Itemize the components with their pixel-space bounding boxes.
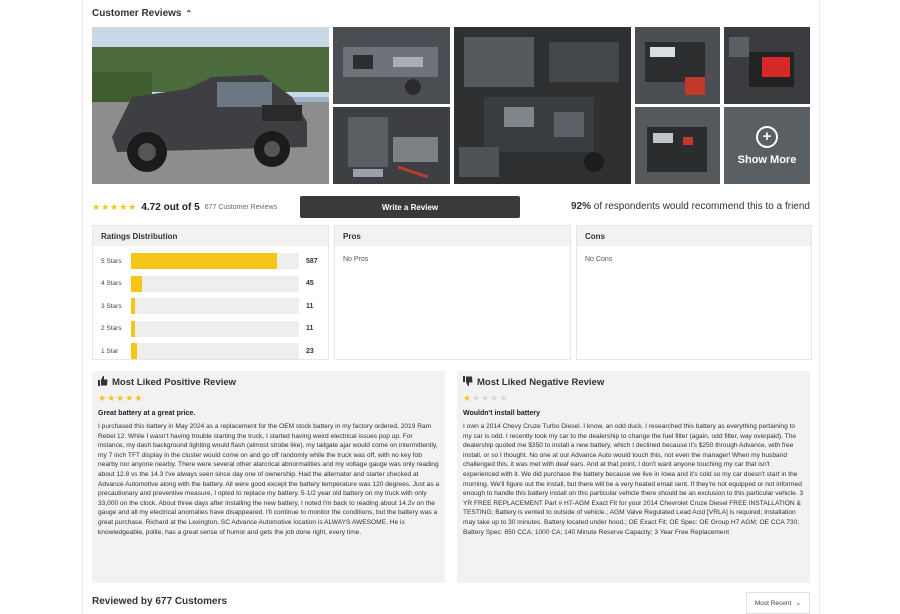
positive-review-body: I purchased this battery in May 2024 as a replacement for the OEM stock battery in my factory ordered, 2019 Ram Rebel 12. While I wasn't having trouble starting the truck, I started having weird electrical issues pop up. For instance, my dash background lighting would flash (almost strobe like), my tailgate ajar would come on intermittently, my 7 inch TFT display in the cluster would come on and go off randomly while the truck was off, with no key fob nearby nor anyone nearby. There were several other alarcrical abnormalities and my voltage gauge was only reading about 12.8 vs the 14.3 I've always seen since day one of ownership. Had the alternator and starter checked at Advance Automotive along with the battery. All were good except the battery temperature was 120 degrees. Just as a precautionary and preventive measure, I opted to replace my battery. 5-1/2 year old battery on my truck with only 33,000 on the clock. About three days after installing the new battery, I noted I'm back to reading about 14.2v on the gauge and all my electrical anomalies have disappeared. I'll continue to monitor the conditions, but the battery was a great purchase. Richard at the Lexington, SC Advance Automotive location is ALWAYS AWESOME. He is knowledgeable, polite, has a great sense of humor and gets the job done right, every time. <box>98 423 440 536</box>
write-review-button[interactable]: Write a Review <box>300 196 520 218</box>
distribution-bar-track <box>131 321 299 337</box>
ratings-distribution-panel <box>92 225 329 360</box>
review-photo-battery-2[interactable] <box>724 27 810 104</box>
review-photo-engine-1[interactable] <box>333 27 450 104</box>
review-photo-engine-2[interactable] <box>333 107 450 184</box>
negative-review-title: Wouldn't install battery <box>463 410 540 417</box>
photo-gallery <box>92 27 810 184</box>
distribution-count: 587 <box>306 257 318 265</box>
show-more-button[interactable] <box>724 107 810 184</box>
distribution-label: 3 Stars <box>101 302 122 310</box>
chevron-up-icon[interactable]: ⌃ <box>185 9 193 18</box>
average-stars: ★★★★★ <box>92 201 138 212</box>
section-header[interactable] <box>92 8 192 19</box>
review-count: 677 Customer Reviews <box>204 203 278 211</box>
review-photo-truck[interactable] <box>92 27 329 184</box>
cons-panel <box>576 225 812 360</box>
distribution-bar-fill <box>131 321 135 337</box>
thumbs-down-icon <box>463 376 473 389</box>
distribution-bar-track <box>131 298 299 314</box>
distribution-count: 45 <box>306 280 314 287</box>
distribution-count: 11 <box>306 302 314 310</box>
distribution-count: 11 <box>306 325 314 332</box>
cons-title: Cons <box>577 226 811 246</box>
cons-empty: No Cons <box>585 256 613 263</box>
distribution-title: Ratings Distribution <box>93 226 328 246</box>
show-more-label: Show More <box>737 153 797 166</box>
sort-label: Most Recent <box>754 599 792 607</box>
distribution-bar-track <box>131 343 299 359</box>
plus-circle-icon: + <box>756 126 778 148</box>
review-photo-battery-1[interactable] <box>635 27 720 104</box>
distribution-label: 4 Stars <box>101 280 122 287</box>
review-photo-engine-bay[interactable] <box>454 27 631 184</box>
distribution-label: 2 Stars <box>101 325 122 332</box>
negative-review-heading <box>463 376 604 389</box>
recommend-stat <box>571 201 810 212</box>
distribution-count: 23 <box>306 347 314 355</box>
reviewed-by-heading: Reviewed by 677 Customers <box>92 596 228 607</box>
distribution-bar-fill <box>131 276 142 292</box>
positive-review-title: Great battery at a great price. <box>98 410 196 417</box>
distribution-bar-track <box>131 276 299 292</box>
distribution-row[interactable] <box>101 276 319 292</box>
distribution-bar-track <box>131 253 299 269</box>
negative-heading-text: Most Liked Negative Review <box>477 377 605 388</box>
negative-review-stars: ★★★★★ <box>463 393 509 403</box>
positive-heading-text: Most Liked Positive Review <box>112 377 237 388</box>
pros-empty: No Pros <box>343 256 369 263</box>
thumbs-up-icon <box>98 376 108 389</box>
distribution-row[interactable] <box>101 253 319 269</box>
distribution-row[interactable] <box>101 298 319 314</box>
recommend-text: of respondents would recommend this to a friend <box>590 201 810 212</box>
distribution-row[interactable] <box>101 343 319 359</box>
positive-review-stars: ★★★★★ <box>98 393 144 403</box>
recommend-percent: 92% <box>570 201 591 212</box>
distribution-label: 1 Star <box>101 347 119 355</box>
reviews-page <box>82 0 820 614</box>
positive-review-card <box>92 371 445 583</box>
pros-title: Pros <box>335 226 570 246</box>
distribution-bar-fill <box>131 253 277 269</box>
negative-review-card <box>457 371 810 583</box>
review-photo-battery-3[interactable] <box>635 107 720 184</box>
distribution-bar-fill <box>131 298 135 314</box>
chevron-down-icon: ⌄ <box>795 600 802 607</box>
distribution-bar-fill <box>131 343 137 359</box>
pros-panel <box>334 225 571 360</box>
distribution-row[interactable] <box>101 321 319 337</box>
negative-review-body: I own a 2014 Chevy Cruze Turbo Diesel. I know, an odd duck. I researched this battery as everything pertaining to my car is odd. I recently took my car to the dealership to change the fuel filter (again, odd filter, way overpaid). The dealership quoted me $350 to install a new battery, which I declined because it's $250 through Advance, with free install, or so I thought. No one at our Advance Auto would touch this, not even the manager! When my husband challenged this, it was met with deaf ears. And at that point, I don't want anyone touching my car that isn't experienced with it. We did purchase the battery because we live in Iowa and it's cold so my car doesn't start in the morning. We'll figure out the install, but there will be a very heated email sent. If they're not equipped or not informed enough to handle this battery install on this particular vehicle there should be an exclusion to this particular vehicle. 3 YR FREE REPLACEMENT Part # H7-AGM Exact Fit for your 2014 Chevrolet Cruze Diesel FREE INSTALLATION & TESTING; Battery is vented to outside of vehicle.; AGM Valve Regulated Lead Acid [VRLA] is required; Installation may take up to 30 minutes. Battery located under hood.; OE Exact Fit; OE Spec: OE Group H7 AGM; OE CCA 730; Battery Spec: 850 CCA; 1000 CA; 140 Minute Reserve Capacity; 3 Year Free Replacement <box>463 423 804 536</box>
rating-summary <box>92 196 810 218</box>
distribution-label: 5 Stars <box>101 257 122 265</box>
positive-review-heading <box>98 376 236 389</box>
average-rating: 4.72 out of 5 <box>141 201 200 213</box>
sort-dropdown[interactable] <box>746 592 810 614</box>
section-title: Customer Reviews <box>92 8 182 19</box>
